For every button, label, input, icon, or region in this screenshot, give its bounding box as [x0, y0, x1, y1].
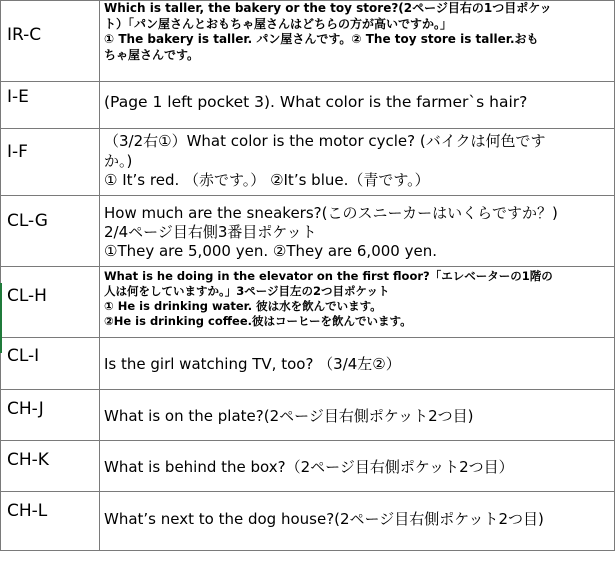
question-cell [100, 338, 615, 390]
table-row [1, 441, 615, 492]
question-cell [100, 390, 615, 441]
question-line: ①They are 5,000 yen. ②They are 6,000 yen. [104, 242, 437, 260]
question-line: (Page 1 left pocket 3). What color is the farmer`s hair? [104, 93, 528, 111]
question-line: What is he doing in the elevator on the first floor?「エレベーターの1階の [104, 269, 553, 283]
table-row [1, 267, 615, 338]
row-code: CH-J [7, 399, 44, 419]
table-row [1, 129, 615, 196]
question-cell [100, 196, 615, 267]
question-line: ① He is drinking water. 彼は水を飲んでいます。 [104, 299, 382, 313]
row-code: I-F [7, 142, 28, 162]
row-code-cell [1, 129, 100, 196]
row-code-cell [1, 492, 100, 551]
question-line: Is the girl watching TV, too? （3/4左②） [104, 355, 401, 373]
question-cell [100, 267, 615, 338]
question-line: ②He is drinking coffee.彼はコーヒーを飲んでいます。 [104, 314, 412, 328]
question-cell [100, 1, 615, 82]
table-row [1, 338, 615, 390]
question-line: What is behind the box?（2ページ目右側ポケット2つ目） [104, 458, 514, 476]
row-code: CL-H [7, 286, 47, 306]
row-code: I-E [7, 87, 29, 107]
table-row [1, 390, 615, 441]
question-line: Which is taller, the bakery or the toy store?(2ページ目右の1つ目ポケッ [104, 1, 552, 15]
question-line: ちゃ屋さんです。 [104, 47, 200, 62]
question-line: ト）「パン屋さんとおもちゃ屋さんはどちらの方が高いですか。」 [104, 16, 453, 31]
row-code-cell [1, 267, 100, 338]
question-line: （3/2右①）What color is the motor cycle? (バイクは何色です [104, 132, 546, 150]
row-code-cell [1, 338, 100, 390]
question-line: ① The bakery is taller. パン屋さんです。② The toy store is taller.おも [104, 32, 539, 46]
question-line: ① It’s red. （赤です。） ②It’s blue.（青です。） [104, 171, 430, 189]
row-code: CH-K [7, 450, 49, 470]
question-line: How much are the sneakers?(このスニーカーはいくらですか？) [104, 204, 558, 222]
question-cell [100, 82, 615, 129]
table-row [1, 492, 615, 551]
question-line: か。) [104, 151, 133, 170]
row-code-cell [1, 196, 100, 267]
question-cell [100, 441, 615, 492]
row-code: CL-I [7, 346, 40, 366]
question-line: What is on the plate?(2ページ目右側ポケット2つ目) [104, 407, 474, 425]
question-cell [100, 492, 615, 551]
question-cell [100, 129, 615, 196]
question-line: What’s next to the dog house?(2ページ目右側ポケット2つ目) [104, 510, 544, 528]
table-row [1, 82, 615, 129]
row-code: CH-L [7, 501, 48, 521]
table-row [1, 1, 615, 82]
row-code-cell [1, 82, 100, 129]
question-line: 人は何をしていますか。」3ページ目左の2つ目ポケット [104, 284, 390, 298]
row-code: CL-G [7, 211, 48, 231]
row-code-cell [1, 390, 100, 441]
selection-edge-marker [0, 283, 2, 353]
row-code-cell [1, 441, 100, 492]
row-code-cell [1, 1, 100, 82]
table-row [1, 196, 615, 267]
question-line: 2/4ページ目右側3番目ポケット [104, 223, 317, 241]
row-code: IR-C [7, 25, 42, 45]
